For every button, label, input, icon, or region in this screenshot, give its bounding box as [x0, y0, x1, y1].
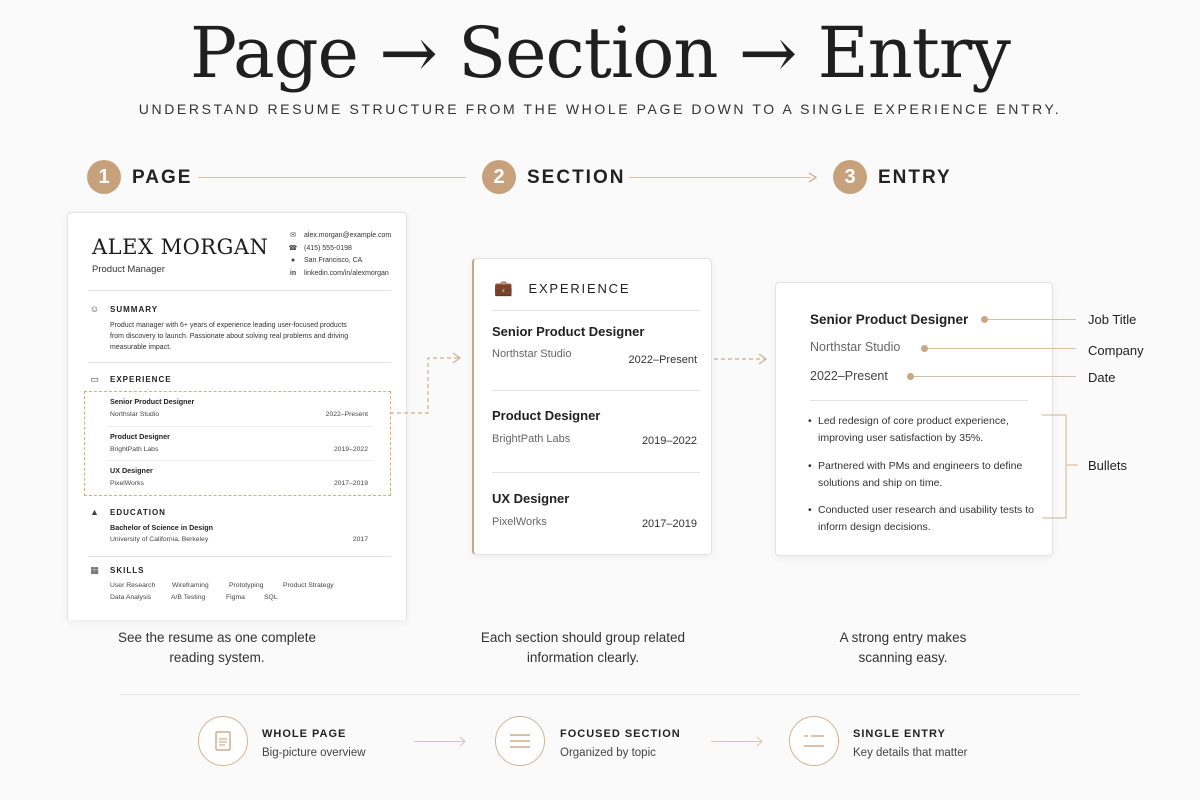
- graduation-cap-icon: ▲: [90, 507, 100, 517]
- callout-dot: [907, 373, 914, 380]
- page-title: Page → Section → Entry: [190, 12, 1010, 94]
- section-entry-company: Northstar Studio: [492, 348, 572, 360]
- callout-line: [914, 376, 1076, 377]
- divider: [492, 310, 700, 311]
- bottom-title-whole-page: WHOLE PAGE: [262, 728, 347, 740]
- callout-line: [988, 319, 1076, 320]
- callout-company: Company: [1088, 343, 1144, 358]
- resume-page-card: [67, 212, 407, 620]
- step-3-number: 3: [833, 160, 867, 194]
- bottom-subtitle-whole-page: Big-picture overview: [262, 747, 366, 759]
- bottom-arrow: [711, 741, 761, 742]
- section-entry-company: BrightPath Labs: [492, 433, 571, 445]
- divider: [492, 472, 700, 473]
- step-1-label: PAGE: [132, 167, 193, 188]
- phone-icon: ☎: [288, 245, 298, 252]
- resume-exp-company: Northstar Studio: [110, 411, 160, 418]
- resume-exp-dates: 2019–2022: [333, 446, 368, 453]
- resume-exp-title: UX Designer: [110, 466, 153, 475]
- section-entry-title: Senior Product Designer: [492, 324, 645, 339]
- skill: Wireframing: [172, 582, 209, 589]
- briefcase-icon: 💼: [494, 280, 515, 297]
- resume-exp-dates: 2017–2019: [333, 480, 368, 487]
- entry-company: Northstar Studio: [810, 340, 901, 354]
- section-entry-company: PixelWorks: [492, 516, 547, 528]
- bottom-subtitle-single-entry: Key details that matter: [853, 747, 968, 759]
- education-year: 2017: [352, 536, 368, 543]
- section-heading: 💼 EXPERIENCE: [494, 280, 631, 297]
- experience-heading: ▭ EXPERIENCE: [90, 374, 172, 384]
- page-subtitle: UNDERSTAND RESUME STRUCTURE FROM THE WHOLE PAGE DOWN TO A SINGLE EXPERIENCE ENTRY.: [138, 101, 1062, 117]
- section-entry-dates: 2019–2022: [641, 435, 697, 447]
- section-entry-title: Product Designer: [492, 408, 601, 423]
- entry-separator: [108, 426, 372, 427]
- entry-bullet: • Partnered with PMs and engineers to define solutions and ship on time.: [808, 460, 1023, 489]
- arrow-right-icon: [808, 172, 818, 183]
- callout-dot: [981, 316, 988, 323]
- skill: Figma: [226, 594, 245, 601]
- bottom-divider: [120, 694, 1080, 695]
- entry-dates: 2022–Present: [810, 369, 888, 383]
- entry-job-title: Senior Product Designer: [810, 312, 969, 327]
- step-1-number: 1: [87, 160, 121, 194]
- location-icon: ●: [290, 257, 296, 264]
- resume-exp-company: PixelWorks: [110, 480, 144, 487]
- person-icon: ☺: [89, 304, 101, 314]
- bottom-title-single-entry: SINGLE ENTRY: [853, 728, 946, 740]
- divider: [810, 400, 1028, 401]
- skill: Product Strategy: [283, 582, 334, 589]
- resume-exp-company: BrightPath Labs: [110, 446, 159, 453]
- entry-bullet: • Conducted user research and usability tests to inform design decisions.: [808, 504, 1034, 533]
- linkedin-icon: in: [289, 270, 297, 277]
- education-heading: ▲ EDUCATION: [90, 507, 166, 517]
- arrow-right-icon: [756, 736, 764, 747]
- section-entry-dates: 2017–2019: [641, 518, 697, 530]
- dashed-connector-section-to-entry: [712, 352, 770, 366]
- document-icon: [198, 716, 248, 766]
- experience-section-card: [472, 258, 712, 555]
- step-connector-1: [198, 177, 466, 178]
- mail-icon: ✉: [290, 232, 296, 239]
- callout-dot: [921, 345, 928, 352]
- skill: Prototyping: [229, 582, 264, 589]
- step-2-number: 2: [482, 160, 516, 194]
- resume-exp-title: Senior Product Designer: [110, 397, 195, 406]
- arrow-right-icon: [459, 736, 467, 747]
- contact-email: ✉ alex.morgan@example.com: [288, 231, 391, 239]
- dashed-connector-page-to-section: [388, 350, 468, 416]
- lines-icon: [495, 716, 545, 766]
- education-school: University of California, Berkeley: [110, 536, 209, 543]
- single-entry-card: [775, 282, 1053, 556]
- grid-icon: ▦: [90, 565, 100, 575]
- entry-bullet: • Led redesign of core product experience, improving user satisfaction by 35%.: [808, 415, 1009, 444]
- resume-role: Product Manager: [92, 264, 165, 275]
- entry-icon: [789, 716, 839, 766]
- skill: A/B Testing: [171, 594, 206, 601]
- divider: [88, 290, 391, 291]
- skills-heading: ▦ SKILLS: [90, 565, 145, 575]
- summary-heading: ☺ SUMMARY: [89, 304, 159, 314]
- briefcase-icon: ▭: [90, 374, 100, 384]
- bottom-subtitle-focused-section: Organized by topic: [560, 747, 656, 759]
- bottom-title-focused-section: FOCUSED SECTION: [560, 728, 681, 740]
- resume-exp-title: Product Designer: [110, 432, 170, 441]
- divider: [88, 556, 391, 557]
- contact-linkedin: in linkedin.com/in/alexmorgan: [289, 270, 389, 277]
- divider: [492, 390, 700, 391]
- section-entry-dates: 2022–Present: [628, 354, 697, 366]
- caption-page: See the resume as one complete reading system.: [117, 630, 317, 665]
- skill: Data Analysis: [110, 594, 152, 601]
- skill: User Research: [110, 582, 156, 589]
- education-degree: Bachelor of Science in Design: [110, 523, 214, 532]
- callout-date: Date: [1088, 370, 1116, 385]
- step-connector-2: [629, 177, 811, 178]
- resume-name: ALEX MORGAN: [92, 235, 269, 259]
- callout-bullets: Bullets: [1088, 458, 1128, 473]
- bullets-bracket: [1040, 413, 1080, 521]
- contact-location: ● San Francisco, CA: [288, 257, 362, 264]
- step-3-label: ENTRY: [878, 167, 952, 188]
- summary-text: Product manager with 6+ years of experience leading user-focused products from discovery to launch. Passionate about solving real problems and driving measurable impact.: [110, 322, 349, 351]
- skill: SQL: [264, 594, 278, 601]
- resume-exp-dates: 2022–Present: [325, 411, 368, 418]
- section-entry-title: UX Designer: [492, 491, 570, 506]
- caption-section: Each section should group related information clearly.: [480, 630, 686, 665]
- callout-line: [928, 348, 1076, 349]
- callout-job-title: Job Title: [1088, 312, 1137, 327]
- divider: [88, 362, 391, 363]
- step-2-label: SECTION: [527, 167, 626, 188]
- caption-entry: A strong entry makes scanning easy.: [839, 630, 967, 665]
- entry-separator: [108, 460, 372, 461]
- contact-phone: ☎ (415) 555-0198: [288, 244, 352, 252]
- bottom-arrow: [414, 741, 464, 742]
